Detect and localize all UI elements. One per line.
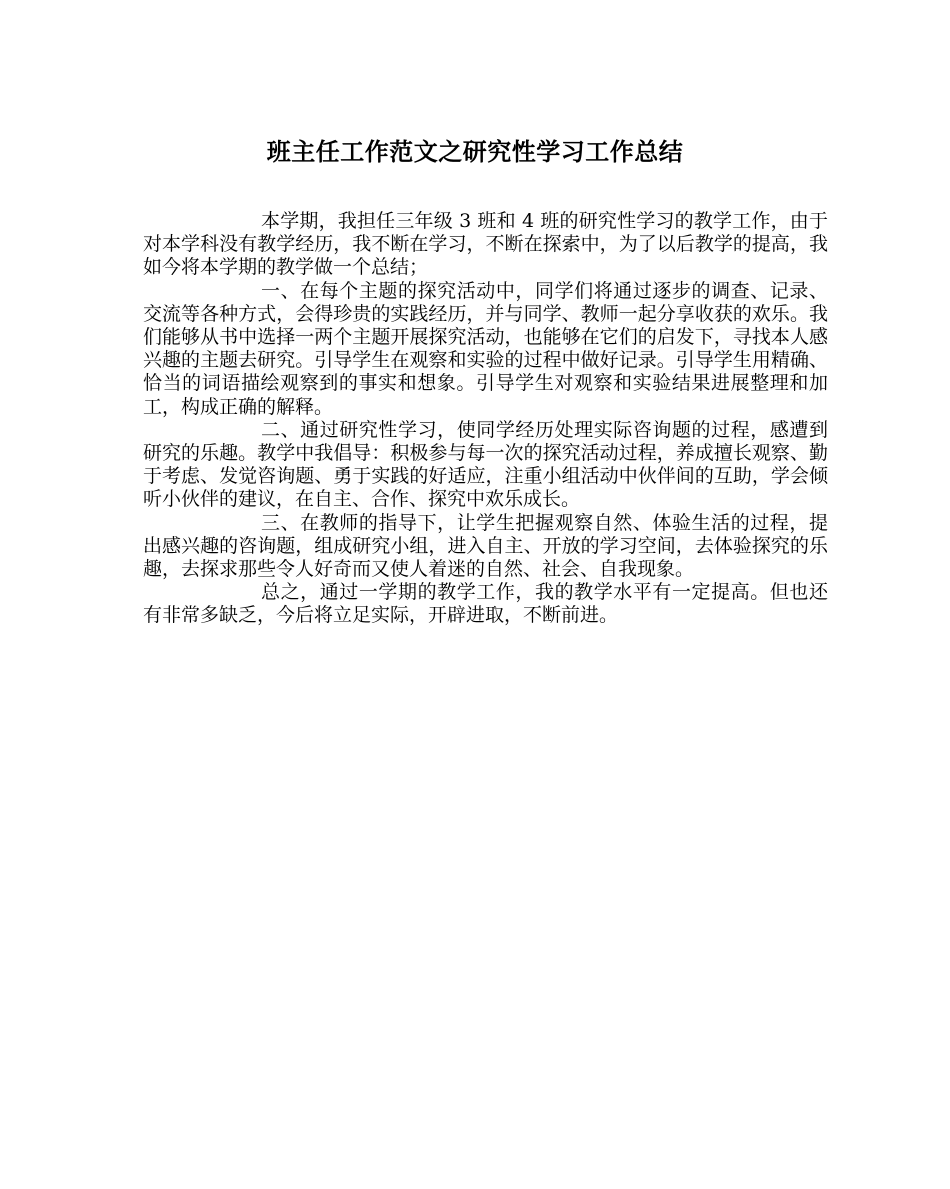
paragraph-point-two: 二、通过研究性学习，使同学经历处理实际咨询题的过程，感遭到研究的乐趣。教学中我倡导：积极参与每一次的探究活动过程，养成擅长观察、勤于考虑、发觉咨询题、勇于实践的好适应，注重小组活动中伙伴间的互助，学会倾听小伙伴的建议，在自主、合作、探究中欢乐成长。 xyxy=(143,418,828,511)
document-title: 班主任工作范文之研究性学习工作总结 xyxy=(266,137,684,166)
paragraph-point-one: 一、在每个主题的探究活动中，同学们将通过逐步的调查、记录、交流等各种方式，会得珍贵的实践经历，并与同学、教师一起分享收获的欢乐。我们能够从书中选择一两个主题开展探究活动，也能够在它们的启发下，寻找本人感兴趣的主题去研究。引导学生在观察和实验的过程中做好记录。引导学生用精确、恰当的词语描绘观察到的事实和想象。引导学生对观察和实验结果进展整理和加工，构成正确的解释。 xyxy=(143,279,828,418)
paragraph-conclusion: 总之，通过一学期的教学工作，我的教学水平有一定提高。但也还有非常多缺乏，今后将立足实际，开辟进取，不断前进。 xyxy=(143,581,828,627)
paragraph-intro: 本学期，我担任三年级 3 班和 4 班的研究性学习的教学工作，由于对本学科没有教学经历，我不断在学习，不断在探索中，为了以后教学的提高，我如今将本学期的教学做一个总结； xyxy=(143,210,828,279)
paragraph-point-three: 三、在教师的指导下，让学生把握观察自然、体验生活的过程，提出感兴趣的咨询题，组成研究小组，进入自主、开放的学习空间，去体验探究的乐趣，去探求那些令人好奇而又使人着迷的自然、社会、自我现象。 xyxy=(143,511,828,581)
document-body xyxy=(143,210,828,628)
